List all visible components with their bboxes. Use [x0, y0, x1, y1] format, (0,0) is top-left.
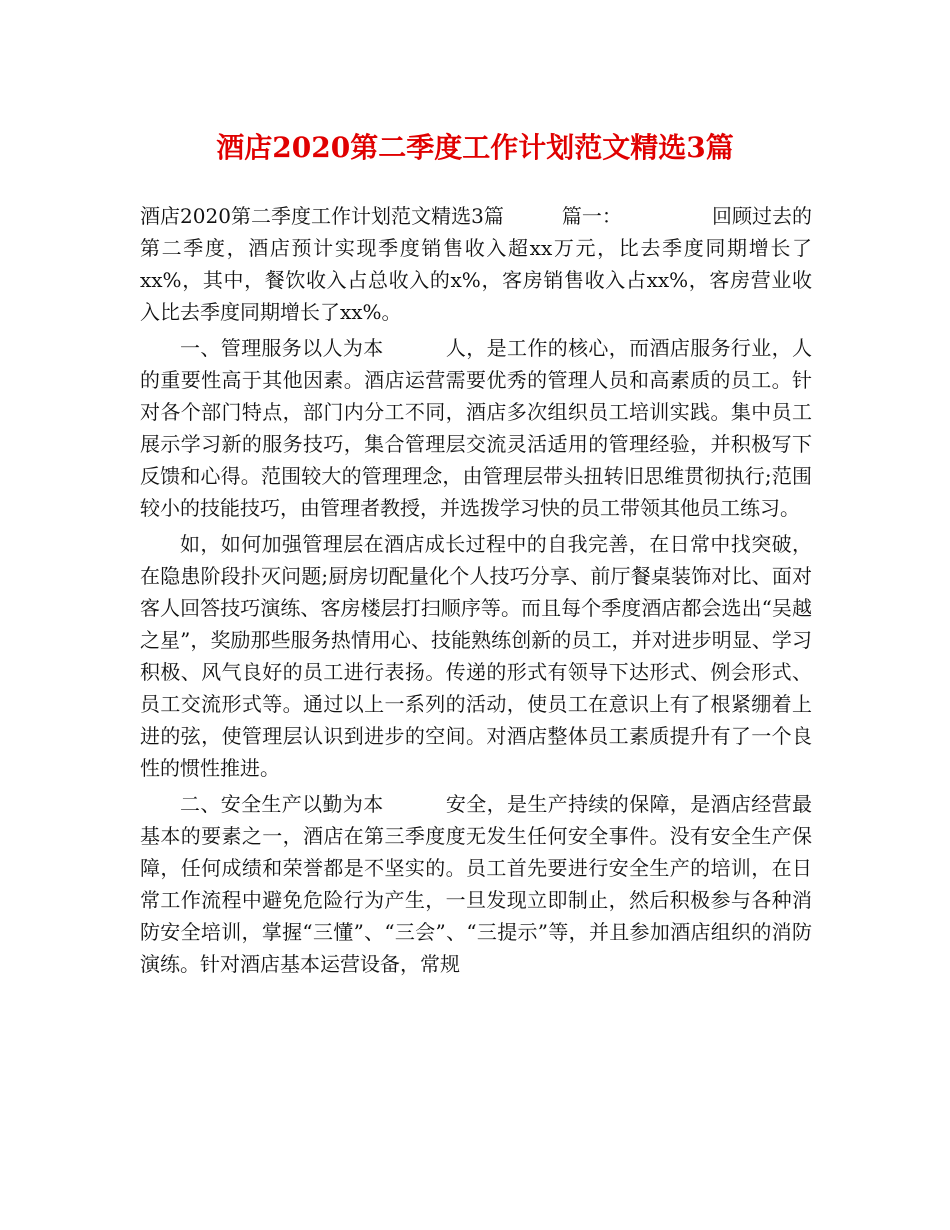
section-1-heading: 一、管理服务以人为本: [180, 336, 384, 360]
section-2-text: 安全，是生产持续的保障，是酒店经营最基本的要素之一，酒店在第三季度度无发生任何安全事件。没有安全生产保障，任何成绩和荣誉都是不坚实的。员工首先要进行安全生产的培训，在日常工作流程中避免危险行为产生，一旦发现立即制止，然后积极参与各种消防安全培训，掌握“三懂”、“三会”、“三提示”等，并且参加酒店组织的消防演练。针对酒店基本运营设备，常规: [140, 792, 813, 976]
paragraph-2: 如，如何加强管理层在酒店成长过程中的自我完善，在日常中找突破，在隐患阶段扑灭问题;厨房切配量化个人技巧分享、前厅餐桌装饰对比、面对客人回答技巧演练、客房楼层打扫顺序等。而且每个季度酒店都会选出“吴越之星”，奖励那些服务热情用心、技能熟练创新的员工，并对进步明显、学习积极、风气良好的员工进行表扬。传递的形式有领导下达形式、例会形式、员工交流形式等。通过以上一系列的活动，使员工在意识上有了根紧绷着上进的弦，使管理层认识到进步的空间。对酒店整体员工素质提升有了一个良性的惯性推进。: [140, 532, 812, 780]
intro-paragraph: [140, 200, 812, 328]
intro-doc-name: 酒店2020第二季度工作计划范文精选3篇: [140, 204, 504, 228]
intro-text: 回顾过去的第二季度，酒店预计实现季度销售收入超xx万元，比去季度同期增长了xx%，其中，餐饮收入占总收入的x%，客房销售收入占xx%，客房营业收入比去季度同期增长了xx%。: [140, 204, 813, 324]
section-2-paragraph: [140, 788, 812, 980]
document-title: 酒店2020第二季度工作计划范文精选3篇: [216, 131, 734, 164]
section-1-text: 人，是工作的核心，而酒店服务行业，人的重要性高于其他因素。酒店运营需要优秀的管理人员和高素质的员工。针对各个部门特点，部门内分工不同，酒店多次组织员工培训实践。集中员工展示学习新的服务技巧，集合管理层交流灵活适用的管理经验，并积极写下反馈和心得。范围较大的管理理念，由管理层带头扭转旧思维贯彻执行;范围较小的技能技巧，由管理者教授，并选拨学习快的员工带领其他员工练习。: [140, 336, 813, 520]
document-body: [140, 200, 812, 980]
section-1-paragraph: [140, 332, 812, 524]
section-2-heading: 二、安全生产以勤为本: [180, 792, 384, 816]
part-label: 篇一：: [561, 204, 622, 228]
